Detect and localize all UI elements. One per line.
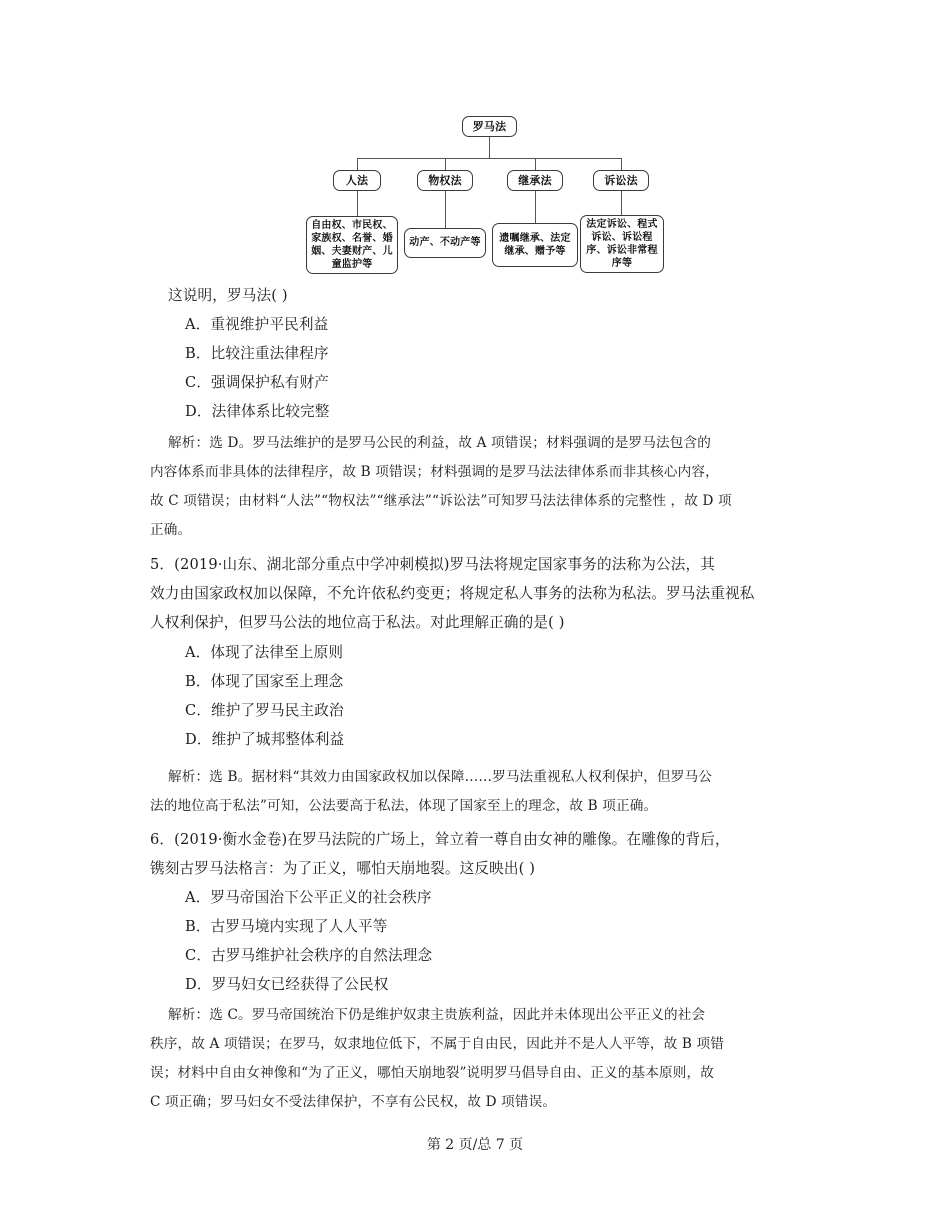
connector-horizontal-bus	[357, 158, 621, 159]
diagram-leaf-branch-4: 法定诉讼、程式诉讼、诉讼程序、诉讼非常程序等	[580, 215, 664, 273]
q4-analysis-line-2: 内容体系而非具体的法律程序，故 B 项错误；材料强调的是罗马法法律体系而非其核心内容，	[150, 464, 719, 480]
connector-branch-1-leaf	[357, 190, 358, 216]
q4-option-b: B．比较注重法律程序	[185, 345, 329, 362]
q6-analysis-line-2: 秩序，故 A 项错误；在罗马，奴隶地位低下，不属于自由民，因此并不是人人平等，故 B 项错	[150, 1036, 724, 1052]
connector-branch-4-leaf	[621, 190, 622, 215]
diagram-node-branch-1: 人法	[333, 170, 381, 191]
connector-branch-3-leaf	[535, 190, 536, 223]
q4-stem: 这说明，罗马法( )	[168, 287, 288, 304]
diagram-node-branch-3: 继承法	[507, 170, 563, 191]
diagram-node-branch-2: 物权法	[417, 170, 473, 191]
diagram-node-root: 罗马法	[462, 116, 517, 137]
q6-option-c: C．古罗马维护社会秩序的自然法理念	[185, 947, 433, 964]
q6-analysis-line-3: 误；材料中自由女神像和“为了正义，哪怕天崩地裂”说明罗马倡导自由、正义的基本原则，故	[150, 1065, 714, 1081]
page-footer	[0, 1134, 950, 1154]
q4-option-d: D．法律体系比较完整	[185, 403, 330, 420]
q4-option-c: C．强调保护私有财产	[185, 374, 330, 391]
q5-option-d: D．维护了城邦整体利益	[185, 731, 345, 748]
q4-option-a: A．重视维护平民利益	[185, 316, 329, 333]
diagram-leaf-branch-3: 遗嘱继承、法定继承、赠予等	[492, 223, 578, 267]
q5-stem-line-3: 人权利保护，但罗马公法的地位高于私法。对此理解正确的是( )	[150, 614, 565, 631]
q5-option-a: A．体现了法律至上原则	[185, 644, 344, 661]
roman-law-tree-diagram	[295, 112, 685, 272]
connector-branch-3	[535, 158, 536, 170]
connector-branch-1	[357, 158, 358, 170]
connector-branch-2	[445, 158, 446, 170]
connector-branch-4	[621, 158, 622, 170]
q6-option-b: B．古罗马境内实现了人人平等	[185, 918, 388, 935]
q6-stem-line-1: 6．(2019·衡水金卷)在罗马法院的广场上，耸立着一尊自由女神的雕像。在雕像的背后，	[150, 831, 730, 848]
q4-analysis-line-3: 故 C 项错误；由材料“人法”“物权法”“继承法”“诉讼法”可知罗马法法律体系的完整性 ，故 D 项	[150, 493, 732, 509]
q6-stem-line-2: 镌刻古罗马法格言：为了正义，哪怕天崩地裂。这反映出( )	[150, 860, 536, 877]
diagram-leaf-branch-1: 自由权、市民权、家族权、名誉、婚姻、夫妻财产、儿童监护等	[306, 216, 398, 274]
q4-analysis-line-1: 解析：选 D。罗马法维护的是罗马公民的利益，故 A 项错误；材料强调的是罗马法包含的	[168, 435, 711, 451]
q4-analysis-line-4: 正确。	[150, 522, 192, 538]
q5-stem-line-2: 效力由国家政权加以保障，不允许依私约变更；将规定私人事务的法称为私法。罗马法重视私	[150, 585, 755, 602]
q5-analysis-line-2: 法的地位高于私法”可知，公法要高于私法，体现了国家至上的理念，故 B 项正确。	[150, 798, 658, 814]
q6-option-a: A．罗马帝国治下公平正义的社会秩序	[185, 889, 432, 906]
diagram-leaf-branch-2: 动产、不动产等	[404, 228, 486, 258]
page-number-label: 第 2 页/总 7 页	[426, 1137, 524, 1153]
diagram-node-branch-4: 诉讼法	[593, 170, 649, 191]
q5-option-c: C．维护了罗马民主政治	[185, 702, 344, 719]
connector-branch-2-leaf	[445, 190, 446, 228]
q5-stem-line-1: 5．(2019·山东、湖北部分重点中学冲刺模拟)罗马法将规定国家事务的法称为公法，其	[150, 556, 715, 573]
q5-analysis-line-1: 解析：选 B。据材料“其效力由国家政权加以保障……罗马法重视私人权利保护，但罗马公	[168, 769, 712, 785]
q6-analysis-line-1: 解析：选 C。罗马帝国统治下仍是维护奴隶主贵族利益，因此并未体现出公平正义的社会	[168, 1007, 706, 1023]
connector-root-down	[489, 137, 490, 158]
q6-option-d: D．罗马妇女已经获得了公民权	[185, 976, 389, 993]
q6-analysis-line-4: C 项正确；罗马妇女不受法律保护，不享有公民权，故 D 项错误。	[150, 1094, 557, 1110]
q5-option-b: B．体现了国家至上理念	[185, 673, 344, 690]
